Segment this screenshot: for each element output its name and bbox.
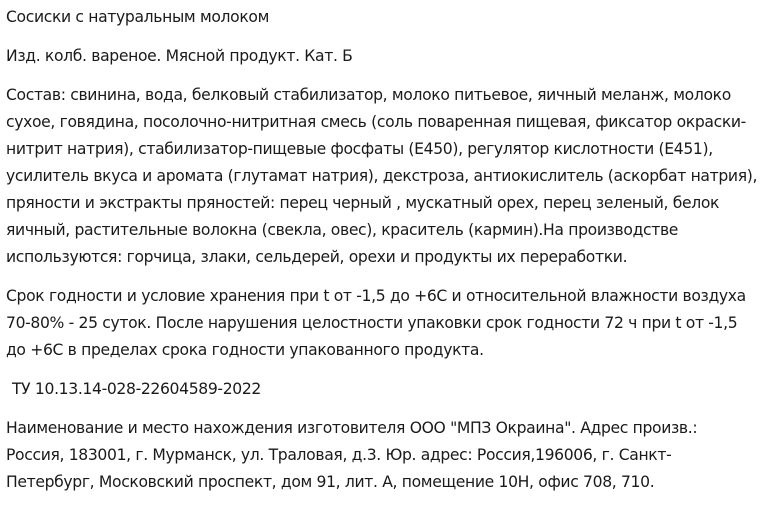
- composition-text: Состав: свинина, вода, белковый стабилизатор, молоко питьевое, яичный меланж, молоко сухое, говядина, посолочно-нитритная смесь (соль поваренная пищевая, фиксатор окраски-нитрит натрия), стабилизатор-пищевые фосфаты (Е450), регулятор кислотности (Е451), усилитель вкуса и аромата (глутамат натрия), декстроза, антиокислитель (аскорбат натрия), пряности и экстракты пряностей: перец черный , мускатный орех, перец зеленый, белок яичный, растительные волокна (свекла, овес), краситель (кармин).На производстве используются: горчица, злаки, сельдерей, орехи и продукты их переработки.: [6, 86, 758, 266]
- product-category: Изд. колб. вареное. Мясной продукт. Кат. Б: [6, 47, 353, 65]
- tu-standard: ТУ 10.13.14-028-22604589-2022: [12, 380, 261, 398]
- manufacturer-text: Наименование и место нахождения изготовителя ООО "МПЗ Окраина". Адрес произв.: Россия, 183001, г. Мурманск, ул. Траловая, д.3. Юр. адрес: Россия,196006, г. Санкт-Петербург, Московский проспект, дом 91, лит. А, помещение 10Н, офис 708, 710.: [6, 419, 698, 491]
- shelf-life-text: Срок годности и условие хранения при t от -1,5 до +6С и относительной влажности воздуха 70-80% - 25 суток. После нарушения целостности упаковки срок годности 72 ч при t от -1,5 до +6С в пределах срока годности упакованного продукта.: [6, 287, 746, 359]
- product-title: Сосиски с натуральным молоком: [6, 8, 270, 26]
